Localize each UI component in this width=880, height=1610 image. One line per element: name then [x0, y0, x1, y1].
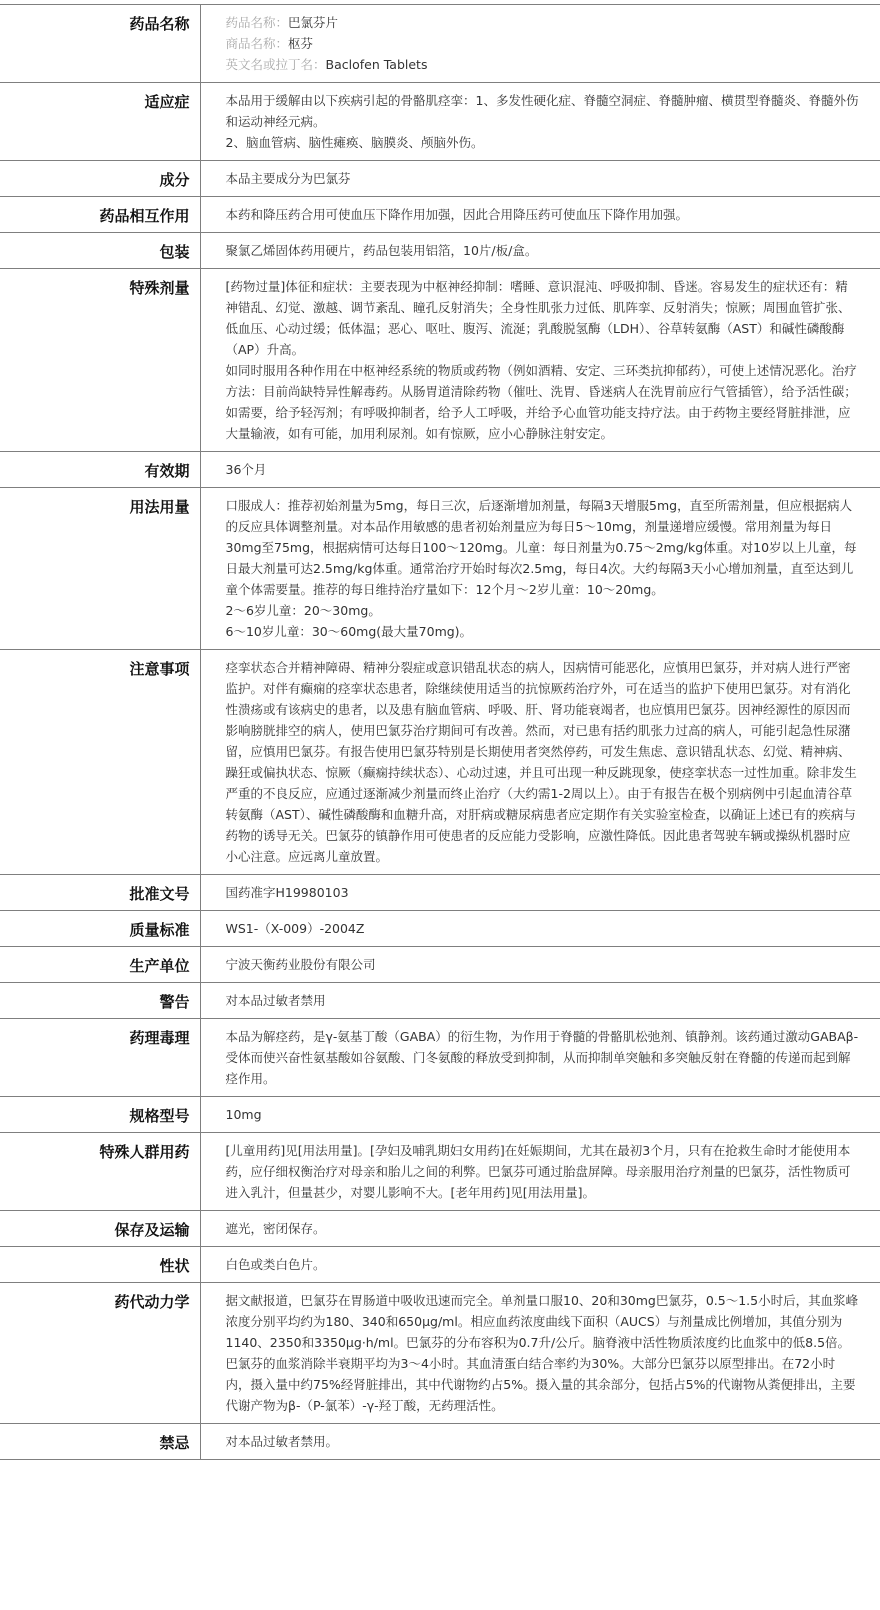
paragraph: 本品为解痉药，是γ-氨基丁酸（GABA）的衍生物，为作用于脊髓的骨骼肌松弛剂、镇静剂。该药通过激动GABAβ-受体而使兴奋性氨基酸如谷氨酸、门冬氨酸的释放受到抑制，从而抑制单突触和多突触反射在脊髓的传递而起到解痉作用。	[225, 1029, 859, 1086]
name-key: 药品名称：	[225, 15, 289, 30]
row-usage	[0, 488, 880, 650]
paragraph: WS1-（X-009）-2004Z	[225, 921, 365, 936]
paragraph: 本药和降压药合用可使血压下降作用加强，因此合用降压药可使血压下降作用加强。	[225, 207, 689, 222]
paragraph: 国药准字H19980103	[225, 885, 349, 900]
row-warning	[0, 983, 880, 1019]
row-spec	[0, 1097, 880, 1133]
row-content-pharmacology	[200, 1019, 880, 1097]
row-content-storage	[200, 1211, 880, 1247]
row-label-name: 药品名称	[0, 5, 200, 83]
paragraph: 口服成人：推荐初始剂量为5mg，每日三次，后逐渐增加剂量，每隔3天增服5mg，直至所需剂量，但应根据病人的反应具体调整剂量。对本品作用敏感的患者初始剂量应为每日5～10mg，剂量递增应缓慢。常用剂量为每日30mg至75mg，根据病情可达每日100～120mg。儿童：每日剂量为0.75～2mg/kg体重。对10岁以上儿童，每日最大剂量可达2.5mg/kg体重。通常治疗开始时每次2.5mg，每日4次。大约每隔3天小心增加剂量，直至达到儿童个体需要量。推荐的每日维持治疗量如下：12个月～2岁儿童：10～20mg。	[225, 498, 857, 597]
paragraph: 痉挛状态合并精神障碍、精神分裂症或意识错乱状态的病人，因病情可能恶化，应慎用巴氯芬，并对病人进行严密监护。对伴有癫痫的痉挛状态患者，除继续使用适当的抗惊厥药治疗外，可在适当的监护下使用巴氯芬。对有消化性溃疡或有该病史的患者，以及患有脑血管病、呼吸、肝、肾功能衰竭者，也应慎用巴氯芬。因神经源性的原因而影响膀胱排空的病人，使用巴氯芬治疗期间可有改善。然而，对已患有括约肌张力过高的病人，可能引起急性尿潴留，应慎用巴氯芬。有报告使用巴氯芬特别是长期使用者突然停药，可发生焦虑、意识错乱状态、幻觉、精神病、躁狂或偏执状态、惊厥（癫痫持续状态）、心动过速，并且可出现一种反跳现象，使痉挛状态一过性加重。除非发生严重的不良反应，应通过逐渐减少剂量而终止治疗（大约需1-2周以上）。由于有报告在极个别病例中引起血清谷草转氨酶（AST）、碱性磷酸酶和血糖升高，对肝病或糖尿病患者应定期作有关实验室检查，以确证上述已有的疾病与药物的诱导无关。巴氯芬的镇静作用可使患者的反应能力受影响，应激性降低。因此患者驾驶车辆或操纵机器时应小心注意。应远离儿童放置。	[225, 660, 857, 864]
row-content-manufacturer	[200, 947, 880, 983]
row-contraindications	[0, 1424, 880, 1460]
row-label-standard: 质量标准	[0, 911, 200, 947]
row-content-standard	[200, 911, 880, 947]
row-content-pharmacokinetics	[200, 1283, 880, 1424]
paragraph: 2～6岁儿童：20～30mg。	[225, 603, 381, 618]
row-content-indications	[200, 83, 880, 161]
name-value: 枢芬	[288, 36, 314, 51]
paragraph: 6～10岁儿童：30～60mg(最大量70mg)。	[225, 624, 473, 639]
row-label-pharmacokinetics: 药代动力学	[0, 1283, 200, 1424]
name-key: 英文名或拉丁名：	[225, 57, 326, 72]
row-label-packaging: 包装	[0, 233, 200, 269]
row-content-usage	[200, 488, 880, 650]
row-storage	[0, 1211, 880, 1247]
row-appearance	[0, 1247, 880, 1283]
paragraph: 对本品过敏者禁用	[225, 993, 326, 1008]
row-content-interactions	[200, 197, 880, 233]
row-name	[0, 5, 880, 83]
paragraph: 本品用于缓解由以下疾病引起的骨骼肌痉挛：1、多发性硬化症、脊髓空洞症、脊髓肿瘤、横贯型脊髓炎、脊髓外伤和运动神经元病。	[225, 93, 859, 129]
paragraph: [药物过量]体征和症状：主要表现为中枢神经抑制：嗜睡、意识混沌、呼吸抑制、昏迷。容易发生的症状还有：精神错乱、幻觉、激越、调节紊乱、瞳孔反射消失；全身性肌张力过低、肌阵挛、反射消失；惊厥；周围血管扩张、低血压、心动过缓；低体温；恶心、呕吐、腹泻、流涎；乳酸脱氢酶（LDH）、谷草转氨酶（AST）和碱性磷酸酶（AP）升高。	[225, 279, 851, 357]
row-label-special-population: 特殊人群用药	[0, 1133, 200, 1211]
paragraph: 对本品过敏者禁用。	[225, 1434, 339, 1449]
paragraph: 如同时服用各种作用在中枢神经系统的物质或药物（例如酒精、安定、三环类抗抑郁药），可使上述情况恶化。治疗方法：目前尚缺特异性解毒药。从肠胃道清除药物（催吐、洗胃、昏迷病人在洗胃前应行气管插管），给予活性碳；如需要，给予轻泻剂；有呼吸抑制者，给予人工呼吸，并给予心血管功能支持疗法。由于药物主要经肾脏排泄，应大量输液，如有可能，加用利尿剂。如有惊厥，应小心静脉注射安定。	[225, 363, 857, 441]
row-content-approval	[200, 875, 880, 911]
row-content-contraindications	[200, 1424, 880, 1460]
row-label-ingredients: 成分	[0, 161, 200, 197]
paragraph: 本品主要成分为巴氯芬	[225, 171, 351, 186]
row-ingredients	[0, 161, 880, 197]
row-content-name	[200, 5, 880, 83]
row-label-spec: 规格型号	[0, 1097, 200, 1133]
row-label-appearance: 性状	[0, 1247, 200, 1283]
row-label-special-dosage: 特殊剂量	[0, 269, 200, 452]
row-content-warning	[200, 983, 880, 1019]
row-content-special-population	[200, 1133, 880, 1211]
row-validity	[0, 452, 880, 488]
row-content-precautions	[200, 650, 880, 875]
row-content-appearance	[200, 1247, 880, 1283]
paragraph: 宁波天衡药业股份有限公司	[225, 957, 376, 972]
row-label-warning: 警告	[0, 983, 200, 1019]
name-line	[226, 12, 861, 33]
row-label-pharmacology: 药理毒理	[0, 1019, 200, 1097]
paragraph: 遮光，密闭保存。	[225, 1221, 326, 1236]
row-special-population	[0, 1133, 880, 1211]
paragraph: 聚氯乙烯固体药用硬片，药品包装用铝箔，10片/板/盒。	[225, 243, 538, 258]
row-standard	[0, 911, 880, 947]
row-packaging	[0, 233, 880, 269]
row-label-indications: 适应症	[0, 83, 200, 161]
name-line	[226, 54, 861, 75]
drug-info-table	[0, 4, 880, 1460]
row-label-contraindications: 禁忌	[0, 1424, 200, 1460]
name-line	[226, 33, 861, 54]
paragraph: 36个月	[225, 462, 267, 477]
name-key: 商品名称：	[225, 36, 289, 51]
row-indications	[0, 83, 880, 161]
paragraph: 白色或类白色片。	[225, 1257, 326, 1272]
row-label-manufacturer: 生产单位	[0, 947, 200, 983]
paragraph: [儿童用药]见[用法用量]。[孕妇及哺乳期妇女用药]在妊娠期间，尤其在最初3个月，只有在抢救生命时才能使用本药，应仔细权衡治疗对母亲和胎儿之间的利弊。巴氯芬可通过胎盘屏障。母亲服用治疗剂量的巴氯芬，活性物质可进入乳汁，但量甚少，对婴儿影响不大。[老年用药]见[用法用量]。	[225, 1143, 851, 1200]
row-precautions	[0, 650, 880, 875]
paragraph: 10mg	[225, 1107, 262, 1122]
paragraph: 2、脑血管病、脑性瘫痪、脑膜炎、颅脑外伤。	[225, 135, 484, 150]
row-pharmacokinetics	[0, 1283, 880, 1424]
row-label-approval: 批准文号	[0, 875, 200, 911]
name-value: 巴氯芬片	[288, 15, 339, 30]
row-content-packaging	[200, 233, 880, 269]
row-label-storage: 保存及运输	[0, 1211, 200, 1247]
row-content-validity	[200, 452, 880, 488]
row-content-spec	[200, 1097, 880, 1133]
row-content-ingredients	[200, 161, 880, 197]
row-label-validity: 有效期	[0, 452, 200, 488]
row-label-interactions: 药品相互作用	[0, 197, 200, 233]
row-approval	[0, 875, 880, 911]
name-value: Baclofen Tablets	[325, 57, 428, 72]
row-manufacturer	[0, 947, 880, 983]
row-label-precautions: 注意事项	[0, 650, 200, 875]
row-pharmacology	[0, 1019, 880, 1097]
row-special-dosage	[0, 269, 880, 452]
row-content-special-dosage	[200, 269, 880, 452]
row-label-usage: 用法用量	[0, 488, 200, 650]
row-interactions	[0, 197, 880, 233]
paragraph: 据文献报道，巴氯芬在胃肠道中吸收迅速而完全。单剂量口服10、20和30mg巴氯芬，0.5～1.5小时后，其血浆峰浓度分别平均约为180、340和650μg/ml。相应血药浓度曲线下面积（AUCS）与剂量成比例增加，其值分别为1140、2350和3350μg·h/ml。巴氯芬的分布容积为0.7升/公斤。脑脊液中活性物质浓度约比血浆中的低8.5倍。巴氯芬的血浆消除半衰期平均为3～4小时。其血清蛋白结合率约为30%。大部分巴氯芬以原型排出。在72小时内，摄入量中约75%经肾脏排出，其中代谢物约占5%。摄入量的其余部分，包括占5%的代谢物从粪便排出，主要代谢产物为β-（P-氯苯）-γ-羟丁酸，无药理活性。	[225, 1293, 859, 1413]
